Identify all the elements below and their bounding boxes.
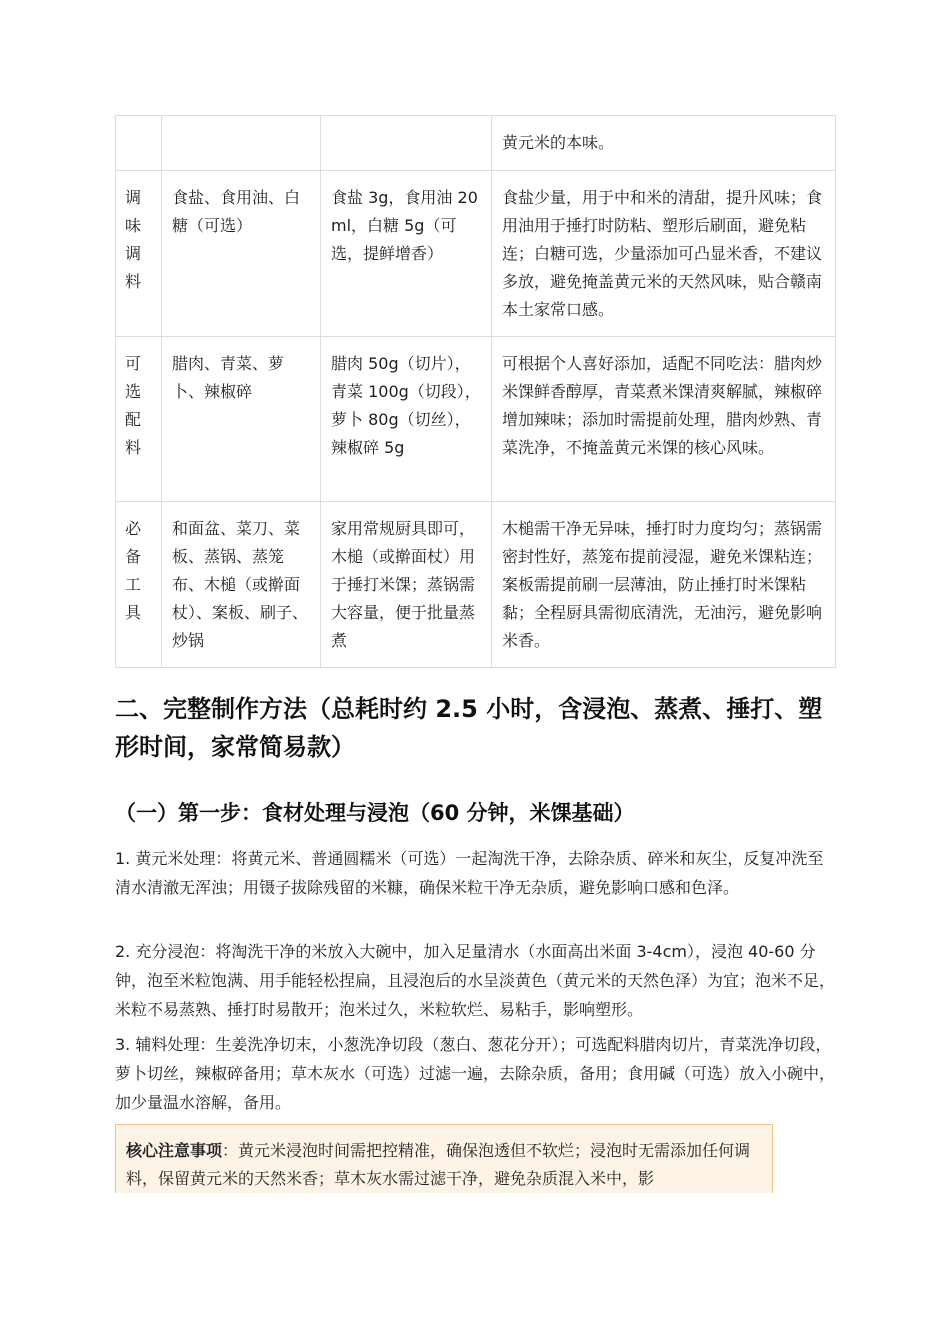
table-cell-category: 必备工具: [116, 502, 162, 668]
table-cell-note: 黄元米的本味。: [492, 116, 836, 171]
table-cell-items: 腊肉、青菜、萝卜、辣椒碎: [162, 337, 321, 502]
table-cell-category: [116, 116, 162, 171]
table-row: [116, 116, 836, 171]
table-cell-amount: [321, 116, 492, 171]
note-text: ：黄元米浸泡时间需把控精准，确保泡透但不软烂；浸泡时无需添加任何调料，保留黄元米的天然米香；草木灰水需过滤干净，避免杂质混入米中，影: [126, 1141, 751, 1188]
table-row: [116, 502, 836, 668]
table-cell-category: 调味调料: [116, 171, 162, 337]
table-cell-amount: 食盐 3g，食用油 20ml，白糖 5g（可选，提鲜增香）: [321, 171, 492, 337]
table-row: [116, 337, 836, 502]
step-heading: （一）第一步：食材处理与浸泡（60 分钟，米馃基础）: [115, 801, 635, 825]
table-cell-items: 和面盆、菜刀、菜板、蒸锅、蒸笼布、木槌（或擀面杖）、案板、刷子、炒锅: [162, 502, 321, 668]
step-paragraph: 3. 辅料处理：生姜洗净切末，小葱洗净切段（葱白、葱花分开）；可选配料腊肉切片，青菜洗净切段，萝卜切丝，辣椒碎备用；草木灰水（可选）过滤一遍，去除杂质，备用；食用碱（可选）放入小碗中，加少量温水溶解，备用。: [115, 1035, 836, 1112]
table-cell-items: 食盐、食用油、白糖（可选）: [162, 171, 321, 337]
table-cell-items: [162, 116, 321, 171]
note-label: 核心注意事项: [126, 1141, 223, 1160]
table-cell-note: 可根据个人喜好添加，适配不同吃法：腊肉炒米馃鲜香醇厚，青菜煮米馃清爽解腻，辣椒碎增加辣味；添加时需提前处理，腊肉炒熟、青菜洗净，不掩盖黄元米馃的核心风味。: [492, 337, 836, 502]
table-cell-amount: 家用常规厨具即可，木槌（或擀面杖）用于捶打米馃；蒸锅需大容量，便于批量蒸煮: [321, 502, 492, 668]
table-cell-amount: 腊肉 50g（切片），青菜 100g（切段），萝卜 80g（切丝），辣椒碎 5g: [321, 337, 492, 502]
note-box: [115, 1124, 773, 1193]
step-paragraph: 1. 黄元米处理：将黄元米、普通圆糯米（可选）一起淘洗干净，去除杂质、碎米和灰尘，反复冲洗至清水清澈无浑浊；用镊子拔除残留的米糠，确保米粒干净无杂质，避免影响口感和色泽。: [115, 849, 824, 897]
table-cell-note: 食盐少量，用于中和米的清甜，提升风味；食用油用于捶打时防粘、塑形后刷面，避免粘连；白糖可选，少量添加可凸显米香，不建议多放，避免掩盖黄元米的天然风味，贴合赣南本土家常口感。: [492, 171, 836, 337]
step-paragraph: 2. 充分浸泡：将淘洗干净的米放入大碗中，加入足量清水（水面高出米面 3-4cm），浸泡 40-60 分钟，泡至米粒饱满、用手能轻松捏扁，且浸泡后的水呈淡黄色（黄元米的天然色泽）为宜；泡米不足，米粒不易蒸熟、捶打时易散开；泡米过久，米粒软烂、易粘手，影响塑形。: [115, 942, 836, 1019]
ingredients-table: [115, 115, 836, 668]
table-cell-note: 木槌需干净无异味，捶打时力度均匀；蒸锅需密封性好，蒸笼布提前浸湿，避免米馃粘连；案板需提前刷一层薄油，防止捶打时米馃粘黏；全程厨具需彻底清洗，无油污，避免影响米香。: [492, 502, 836, 668]
section-heading: 二、完整制作方法（总耗时约 2.5 小时，含浸泡、蒸煮、捶打、塑形时间，家常简易款）: [115, 695, 823, 761]
table-cell-category: 可选配料: [116, 337, 162, 502]
table-row: [116, 171, 836, 337]
